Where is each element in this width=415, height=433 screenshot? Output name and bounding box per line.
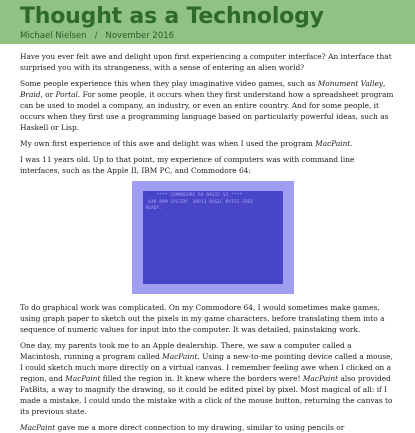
paragraph-examples: Some people experience this when they play imaginative video games, such as Monument Valley, Braid, or Portal. For some people, it occurs when they first understand how a spreadsheet program can be used to model a company, an industry, or even an entire country. And for some people, it occurs when they first use a programming language based on particularly powerful ideas, such as Haskell or Lisp. <box>20 79 394 132</box>
program-name-macpaint: MacPaint <box>315 139 351 148</box>
paragraph-intro: Have you ever felt awe and delight upon first experiencing a computer interface? An interface that surprised you with its strangeness, with a sense of entering an alien world? <box>20 52 392 72</box>
byline <box>20 30 395 42</box>
c64-screen <box>143 191 283 284</box>
page-title: Thought as a Technology <box>20 4 324 29</box>
paragraph-graphical-work: To do graphical work was complicated. On my Commodore 64, I would sometimes make games, using graph paper to sketch out the pixels in my game characters, before translating them into a sequence of numeric values for input into the computer. It was detailed, painstaking work. <box>20 303 385 334</box>
game-title-braid: Braid <box>20 90 41 99</box>
game-title-monument-valley: Monument Valley <box>317 79 384 88</box>
publish-date: November 2016 <box>105 31 175 41</box>
page-header <box>0 0 415 44</box>
game-title-portal: Portal <box>55 90 78 99</box>
paragraph-apple-dealership: One day, my parents took me to an Apple dealership. There, we saw a computer called a Macintosh, running a program called MacPaint. Using a new-to-me pointing device called a mouse, I could sketch much more directly on a virtual canvas. I remember feeling awe when I clicked on a region, and MacPaint filled the region in. It knew where the borders were! MacPaint also provided FatBits, a way to magnify the drawing, so it could be edited pixel by pixel. Most magical of all: if I made a mistake, I could undo the mistake with a click of the mouse button, returning the canvas to its previous state. <box>20 341 393 416</box>
c64-line-1: **** COMMODORE 64 BASIC V2 **** <box>145 193 243 198</box>
author-name: Michael Nielsen <box>20 31 87 41</box>
byline-separator: / <box>94 31 98 41</box>
paragraph-age: I was 11 years old. Up to that point, my experience of computers was with command line interfaces, such as the Apple II, IBM PC, and Commodore 64: <box>20 155 355 175</box>
c64-line-2: 64K RAM SYSTEM 38911 BASIC BYTES FREE <box>145 199 254 205</box>
commodore-64-screenshot <box>132 181 294 294</box>
paragraph-first-experience: My own first experience of this awe and delight was when I used the program MacPaint. <box>20 139 353 148</box>
article-body <box>0 44 415 433</box>
paragraph-direct-connection: MacPaint gave me a more direct connection to my drawing, similar to using pencils or <box>20 423 345 432</box>
c64-line-3: READY. <box>145 206 163 212</box>
